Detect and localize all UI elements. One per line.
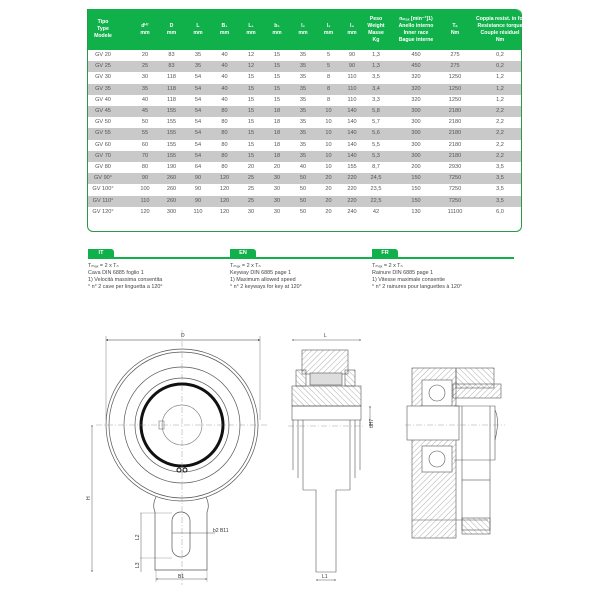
column-header-line: b₂ — [274, 22, 280, 29]
column-header-line: L — [196, 22, 200, 29]
slot — [172, 512, 190, 557]
table-cell: 64 — [194, 164, 202, 170]
table-cell: 450 — [411, 63, 421, 70]
table-cell: 90 — [194, 197, 202, 204]
column-header-line: Type — [97, 26, 109, 32]
table-cell: 5,6 — [372, 130, 380, 137]
table-cell: 90 — [348, 52, 356, 58]
table-cell: 200 — [411, 164, 421, 170]
table-cell: 35 — [194, 52, 202, 58]
table-cell: 25 — [247, 197, 255, 204]
table-cell: 20 — [325, 208, 332, 215]
table-cell: 18 — [273, 130, 281, 137]
table-cell: 118 — [167, 85, 176, 92]
column-header-line: l₂ — [301, 22, 305, 29]
table-cell: 15 — [247, 152, 255, 159]
table-cell: 155 — [166, 130, 177, 137]
table-cell: 260 — [166, 175, 177, 182]
dim-H-label: H — [86, 496, 92, 500]
table-cell: 35 — [299, 52, 307, 58]
note-line: Tₘₐₓ = 2 x Tₙ — [88, 263, 119, 269]
model-cell: GV 60 — [95, 141, 111, 148]
model-cell: GV 70 — [95, 152, 111, 159]
table-cell: 50 — [299, 197, 307, 204]
column-header-line: L₁ — [248, 22, 254, 29]
column-header-line: nₘₐₓ [min⁻¹]1) — [399, 15, 433, 22]
column-header-line: B₁ — [221, 22, 228, 29]
table-cell: 40 — [221, 74, 228, 81]
table-cell: 35 — [299, 85, 307, 92]
table-cell: 42 — [372, 208, 380, 215]
table-cell: 5 — [326, 52, 331, 58]
table-cell: 40 — [221, 63, 228, 70]
table-cell: 40 — [221, 96, 228, 103]
model-cell: GV 35 — [95, 85, 111, 92]
table-cell: 35 — [299, 74, 307, 81]
table-cell: 240 — [347, 208, 357, 215]
table-cell: 140 — [347, 152, 357, 159]
table-cell: 35 — [299, 152, 307, 159]
table-cell: 22,5 — [370, 197, 382, 204]
table-cell: 15 — [247, 85, 255, 92]
column-header-line: Anello interno — [398, 22, 434, 29]
column-header-line: Peso — [369, 15, 383, 22]
table-cell: 130 — [411, 208, 421, 215]
table-cell: 0,2 — [496, 52, 504, 58]
table-cell: 2180 — [448, 152, 462, 159]
dim-B1-label: B1 — [178, 574, 185, 580]
table-cell: 120 — [140, 208, 150, 215]
column-header-line: mm — [193, 29, 203, 36]
table-cell: 300 — [411, 119, 421, 126]
table-cell: 35 — [141, 85, 149, 92]
note-line: 1) Vitesse maximale consentie — [372, 277, 446, 283]
lang-tag-it: IT — [88, 249, 114, 258]
table-cell: 83 — [168, 63, 175, 70]
table-cell: 54 — [194, 96, 202, 103]
note-line: Tₘₐₓ = 2 x Tₙ — [372, 263, 403, 269]
model-cell: GV 40 — [95, 96, 111, 103]
table-cell: 3,4 — [372, 85, 380, 92]
table-cell: 40 — [141, 96, 149, 103]
table-cell: 15 — [247, 130, 255, 137]
table-cell: 11100 — [447, 208, 463, 215]
table-cell: 150 — [411, 175, 421, 182]
table-cell: 150 — [411, 197, 421, 204]
table-cell: 155 — [166, 119, 177, 126]
table-cell: 60 — [141, 141, 149, 148]
table-cell: 190 — [166, 164, 177, 170]
model-cell: GV 120° — [92, 208, 114, 215]
table-cell: 18 — [273, 108, 281, 114]
table-cell: 300 — [411, 108, 421, 114]
table-cell: 1250 — [448, 96, 462, 103]
table-cell: 54 — [194, 141, 202, 148]
table-cell: 15 — [247, 96, 255, 103]
table-cell: 120 — [219, 208, 230, 215]
table-cell: 3,5 — [496, 164, 504, 170]
table-cell: 110 — [140, 197, 150, 204]
table-cell: 24,5 — [370, 175, 382, 182]
table-cell: 10 — [325, 141, 332, 148]
table-cell: 5,8 — [372, 108, 380, 114]
table-cell: 120 — [219, 197, 230, 204]
table-cell: 54 — [194, 85, 202, 92]
table-cell: 2,2 — [496, 119, 504, 126]
table-cell: 10 — [325, 130, 332, 137]
table-cell: 20 — [325, 186, 332, 193]
column-header-line: Couple résiduel — [480, 29, 520, 36]
table-cell: 5,3 — [372, 152, 380, 159]
table-cell: 275 — [450, 63, 460, 70]
table-cell: 50 — [299, 186, 307, 193]
table-cell: 2180 — [448, 130, 462, 137]
table-cell: 110 — [347, 74, 357, 81]
column-header-line: mm — [347, 29, 357, 36]
table-cell: 2180 — [448, 141, 462, 148]
table-cell: 450 — [411, 52, 421, 58]
table-cell: 110 — [193, 208, 203, 215]
column-header-line: l₄ — [350, 22, 354, 29]
table-cell: 8 — [326, 74, 331, 81]
column-header-line: Coppia resist. in folle — [476, 15, 529, 22]
table-cell: 7250 — [448, 186, 462, 193]
table-cell: 40 — [221, 52, 228, 58]
table-cell: 260 — [166, 186, 177, 193]
table-cell: 2180 — [448, 119, 462, 126]
table-cell: 155 — [166, 141, 177, 148]
table-cell: 30 — [247, 208, 255, 215]
table-cell: 155 — [166, 108, 177, 114]
table-cell: 25 — [141, 63, 149, 70]
column-header-line: Masse — [368, 29, 384, 36]
column-header-line: mm — [246, 29, 256, 36]
note-line: 1) Maximum allowed speed — [230, 277, 296, 283]
column-header-line: dᴴ⁷ — [141, 22, 149, 29]
note-line: ° n° 2 cave per linguetta a 120° — [88, 284, 163, 290]
dim-L2-label: L2 — [135, 534, 141, 540]
assembly-view — [405, 368, 505, 538]
table-cell: 20 — [325, 197, 332, 204]
table-cell: 3,3 — [372, 96, 380, 103]
table-cell: 80 — [221, 119, 228, 126]
table-cell: 54 — [194, 74, 202, 81]
note-line: Cava DIN 6885 foglio 1 — [88, 270, 144, 276]
table-cell: 3,5 — [372, 74, 380, 81]
table-cell: 20 — [141, 52, 149, 58]
dim-D-label: D — [181, 333, 185, 339]
table-cell: 55 — [141, 130, 149, 137]
table-cell: 80 — [221, 164, 228, 170]
table-cell: 83 — [168, 52, 175, 58]
table-cell: 300 — [411, 152, 421, 159]
table-cell: 150 — [411, 186, 421, 193]
model-cell: GV 45 — [95, 108, 111, 114]
table-cell: 35 — [194, 63, 202, 70]
column-header-line: Nm — [450, 29, 460, 36]
table-cell: 8 — [326, 96, 331, 103]
table-cell: 15 — [247, 141, 255, 148]
column-header-line: Nm — [495, 36, 505, 43]
table-cell: 54 — [194, 152, 202, 159]
table-cell: 260 — [166, 197, 177, 204]
table-cell: 300 — [411, 130, 421, 137]
table-cell: 220 — [347, 197, 357, 204]
table-cell: 2,2 — [496, 141, 504, 148]
table-cell: 80 — [221, 152, 228, 159]
table-cell: 2,2 — [496, 130, 504, 137]
table-cell: 300 — [411, 141, 421, 148]
column-header-line: mm — [219, 29, 230, 36]
note-line: Keyway DIN 6885 page 1 — [230, 270, 292, 276]
table-cell: 35 — [299, 141, 307, 148]
table-cell: 5 — [326, 63, 331, 70]
table-cell: 80 — [221, 130, 228, 137]
dim-L3-label: L3 — [135, 562, 141, 568]
table-cell: 12 — [247, 52, 255, 58]
table-cell: 23,5 — [370, 186, 382, 193]
table-cell: 54 — [194, 119, 202, 126]
lang-tag-en: EN — [230, 249, 256, 258]
table-cell: 50 — [299, 175, 307, 182]
column-header-line: Modele — [94, 33, 112, 39]
column-header-line: Tipo — [97, 19, 109, 25]
table-cell: 2930 — [448, 164, 462, 170]
model-cell: GV 50 — [95, 119, 111, 126]
table-cell: 35 — [299, 130, 307, 137]
table-cell: 155 — [347, 164, 357, 170]
table-cell: 15 — [247, 119, 255, 126]
model-cell: GV 25 — [95, 63, 111, 70]
table-cell: 35 — [299, 63, 307, 70]
table-cell: 18 — [273, 119, 281, 126]
table-cell: 110 — [347, 96, 357, 103]
table-cell: 70 — [141, 152, 149, 159]
table-cell: 10 — [325, 152, 332, 159]
table-cell: 15 — [273, 63, 281, 70]
model-cell: GV 20 — [95, 52, 111, 58]
table-cell: 54 — [194, 130, 202, 137]
table-cell: 118 — [167, 74, 176, 81]
table-cell: 140 — [347, 141, 357, 148]
table-cell: 7250 — [448, 175, 462, 182]
table-cell: 6,0 — [496, 208, 504, 215]
table-cell: 50 — [141, 119, 149, 126]
note-line: ° n° 2 rainures pour languettes à 120° — [372, 284, 463, 290]
column-header-line: Kg — [372, 36, 380, 43]
dim-b2-label: b2 B11 — [213, 528, 229, 534]
note-line: Rainure DIN 6885 page 1 — [372, 270, 434, 276]
table-cell: 120 — [219, 186, 230, 193]
table-cell: 20 — [273, 164, 281, 170]
table-cell: 80 — [221, 108, 228, 114]
column-header-line: l₃ — [326, 22, 331, 29]
table-cell: 15 — [273, 52, 281, 58]
table-cell: 54 — [194, 108, 202, 114]
table-cell: 25 — [247, 175, 255, 182]
table-cell: 15 — [273, 74, 281, 81]
table-cell: 12 — [247, 63, 255, 70]
table-cell: 110 — [347, 85, 357, 92]
table-cell: 1,3 — [372, 52, 380, 58]
column-header-line: mm — [166, 29, 177, 36]
table-cell: 8,7 — [372, 164, 380, 170]
table-cell: 2,2 — [496, 152, 504, 159]
table-cell: 90 — [141, 175, 149, 182]
table-cell: 40 — [221, 85, 228, 92]
table-cell: 1,2 — [496, 74, 504, 81]
table-cell: 1,2 — [496, 96, 504, 103]
table-cell: 5,7 — [372, 119, 380, 126]
table-cell: 220 — [347, 175, 357, 182]
model-cell: GV 30 — [95, 74, 111, 81]
table-cell: 10 — [325, 108, 332, 114]
table-cell: 15 — [247, 108, 255, 114]
table-cell: 2,2 — [496, 108, 504, 114]
table-cell: 1250 — [448, 74, 462, 81]
table-cell: 1,3 — [372, 63, 380, 70]
model-cell: GV 100° — [92, 186, 114, 193]
table-cell: 2180 — [448, 108, 462, 114]
table-cell: 35 — [299, 108, 307, 114]
column-header-line: Inner race — [403, 29, 429, 36]
table-cell: 30 — [273, 175, 281, 182]
note-line: Tₘₐₓ = 2 x Tₙ — [230, 263, 261, 269]
table-cell: 10 — [325, 119, 332, 126]
table-cell: 10 — [325, 164, 332, 170]
table-cell: 7250 — [448, 197, 462, 204]
table-cell: 320 — [411, 96, 421, 103]
table-cell: 25 — [247, 186, 255, 193]
table-cell: 18 — [273, 141, 281, 148]
table-cell: 20 — [325, 175, 332, 182]
table-cell: 5,5 — [372, 141, 380, 148]
table-cell: 40 — [299, 164, 307, 170]
table-cell: 3,5 — [496, 175, 504, 182]
column-header-line: mm — [298, 29, 308, 36]
model-cell: GV 55 — [95, 130, 111, 137]
dim-L-label: L — [324, 333, 327, 339]
column-header-line: mm — [323, 29, 334, 36]
column-header-line: Resistance torque — [477, 22, 523, 29]
table-cell: 320 — [411, 85, 421, 92]
table-cell: 140 — [347, 130, 357, 137]
table-cell: 320 — [411, 74, 421, 81]
table-cell: 0,2 — [496, 63, 504, 70]
table-cell: 18 — [273, 152, 281, 159]
table-cell: 15 — [247, 74, 255, 81]
table-cell: 20 — [247, 164, 255, 170]
table-cell: 100 — [140, 186, 150, 193]
table-cell: 80 — [141, 164, 149, 170]
note-line: 1) Velocità massima consentita — [88, 277, 163, 283]
lang-tag-fr: FR — [372, 249, 398, 258]
table-cell: 15 — [273, 85, 281, 92]
table-cell: 140 — [347, 119, 357, 126]
table-cell: 30 — [273, 208, 281, 215]
table-cell: 90 — [348, 63, 356, 70]
column-header-line: mm — [140, 29, 150, 36]
column-header-line: Weight — [367, 22, 385, 29]
table-cell: 90 — [194, 186, 202, 193]
table-cell: 30 — [273, 197, 281, 204]
note-line: ° n° 2 keyways for key at 120° — [230, 284, 302, 290]
table-cell: 30 — [273, 186, 281, 193]
column-header-line: Bague interne — [398, 36, 434, 43]
table-cell: 15 — [273, 96, 281, 103]
table-cell: 155 — [166, 152, 177, 159]
table-cell: 3,5 — [496, 186, 504, 193]
column-header-line: mm — [272, 29, 282, 36]
table-cell: 1250 — [448, 85, 462, 92]
table-cell: 35 — [299, 96, 307, 103]
table-cell: 275 — [450, 52, 460, 58]
front-view — [92, 330, 268, 585]
table-cell: 50 — [299, 208, 307, 215]
table-cell: 300 — [166, 208, 177, 215]
table-cell: 118 — [167, 96, 176, 103]
column-header-line: Tₙ — [452, 22, 458, 29]
model-cell: GV 80 — [95, 164, 111, 170]
table-cell: 90 — [194, 175, 202, 182]
dim-L1-label: L1 — [322, 574, 328, 580]
model-cell: GV 90° — [93, 175, 113, 182]
side-section-view — [288, 340, 370, 580]
table-cell: 45 — [141, 108, 149, 114]
dim-dH7-label: dH7 — [369, 418, 375, 428]
table-cell: 140 — [347, 108, 357, 114]
table-cell: 30 — [141, 74, 149, 81]
table-cell: 220 — [347, 186, 357, 193]
table-cell: 1,2 — [496, 85, 504, 92]
table-cell: 120 — [219, 175, 230, 182]
table-cell: 35 — [299, 119, 307, 126]
model-cell: GV 110° — [92, 197, 114, 204]
column-header-line: D — [169, 22, 174, 29]
table-cell: 3,5 — [496, 197, 504, 204]
table-cell: 8 — [326, 85, 331, 92]
table-cell: 80 — [221, 141, 228, 148]
